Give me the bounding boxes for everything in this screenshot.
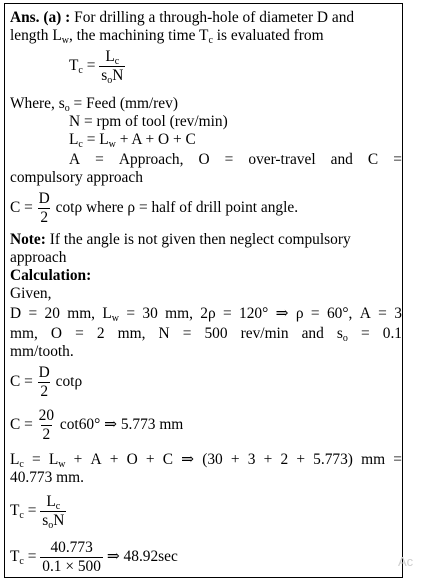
calculation-heading: Calculation: xyxy=(10,267,92,284)
formula-c-fraction xyxy=(37,190,52,227)
word: $s_o$ xyxy=(336,325,348,344)
word: mm xyxy=(361,451,386,468)
where-rpm: N = rpm of tool (rev/min) xyxy=(69,113,228,130)
word: mm, xyxy=(10,325,38,342)
step-tc-lhs: $T_c$ = xyxy=(10,502,37,522)
note-line-2: approach xyxy=(10,249,67,266)
step-tc-numerator: $L_c$ xyxy=(46,493,61,512)
word: D xyxy=(10,305,22,322)
word: A xyxy=(90,451,102,468)
word: over-travel xyxy=(248,151,316,168)
given-line-3: mm/tooth. xyxy=(10,343,74,360)
word: C xyxy=(162,451,174,468)
formula-c-text: cotρ where ρ = half of drill point angle. xyxy=(55,199,299,217)
word: mm, xyxy=(67,305,96,322)
given-line-1 xyxy=(10,305,402,323)
step-c-value-numerator: 20 xyxy=(38,407,55,424)
word: 20 xyxy=(44,305,60,322)
word: ⇒ xyxy=(181,451,195,468)
answer-label: Ans. (a) : xyxy=(10,9,71,26)
step-lc-line-2: 40.773 mm. xyxy=(10,469,84,486)
formula-c-lhs: C = xyxy=(10,199,33,217)
step-tc-denominator: $s_oN$ xyxy=(42,512,65,531)
word: C xyxy=(367,151,379,168)
word: and xyxy=(330,151,353,168)
word: A xyxy=(69,151,81,168)
word: ⇒ xyxy=(275,305,289,322)
word: = xyxy=(393,451,402,468)
word: 5.773) xyxy=(313,451,353,468)
word: = xyxy=(224,151,234,168)
where-lc: $L_c = L_w + A + O + C$ xyxy=(69,131,196,150)
step-c-value xyxy=(10,407,183,444)
note-label: Note: xyxy=(10,231,46,248)
word: + xyxy=(109,451,119,468)
word: 3 xyxy=(247,451,256,468)
word: + xyxy=(145,451,155,468)
word: (30 xyxy=(202,451,223,468)
word: Approach, xyxy=(118,151,184,168)
formula-c-numerator: D xyxy=(38,190,50,207)
step-c-value-text: cot60° ⇒ 5.773 mm xyxy=(59,416,184,434)
formula-tc-fraction xyxy=(99,48,125,85)
word: and xyxy=(301,325,324,342)
word: + xyxy=(296,451,306,468)
word: ρ xyxy=(295,305,304,322)
word: A xyxy=(359,305,371,322)
note-text: If the angle is not given then neglect compulsory xyxy=(49,231,351,248)
step-final-lhs: $T_c$ = xyxy=(10,548,37,568)
word: 60°, xyxy=(326,305,353,322)
word: 3 xyxy=(394,305,402,322)
step-final-numerator: 40.773 xyxy=(50,539,93,556)
step-final-denominator: 0.1 × 500 xyxy=(42,558,101,575)
step-c-general xyxy=(10,364,82,401)
word: 2 xyxy=(280,451,289,468)
step-c-general-numerator: D xyxy=(38,364,50,381)
where-approach-line xyxy=(69,151,402,169)
word: $L_w$ xyxy=(102,305,120,324)
step-c-value-lhs: C = xyxy=(10,416,33,434)
answer-intro-line-2: length $L_w$, the machining time $T_c$ is evaluated from xyxy=(10,27,324,46)
step-final-fraction xyxy=(40,539,103,576)
word: mm, xyxy=(165,305,193,322)
answer-intro-line-1 xyxy=(10,9,354,27)
formula-tc-lhs: $T_c$ = xyxy=(69,57,96,77)
word: $L_c$ xyxy=(10,451,24,470)
watermark: Ac xyxy=(398,554,414,569)
step-c-value-fraction xyxy=(37,407,56,444)
given-label: Given, xyxy=(10,285,52,302)
word: = xyxy=(310,305,320,322)
step-final-result: ⇒ 48.92sec xyxy=(106,548,178,566)
step-c-value-denominator: 2 xyxy=(42,426,51,443)
answer-box xyxy=(4,3,403,578)
step-final xyxy=(10,539,178,576)
word: 120° xyxy=(239,305,269,322)
word: = xyxy=(28,305,38,322)
formula-tc-numerator: $L_c$ xyxy=(105,48,120,67)
step-c-general-text: cotρ xyxy=(55,373,83,391)
word: 30 xyxy=(142,305,158,322)
word: = xyxy=(75,325,84,342)
word: = xyxy=(393,151,402,168)
word: = xyxy=(182,325,192,342)
word: N xyxy=(158,325,170,342)
formula-tc-denominator: $s_oN$ xyxy=(101,67,124,86)
word: = xyxy=(378,305,387,322)
where-compulsory: compulsory approach xyxy=(10,169,143,186)
step-c-general-lhs: C = xyxy=(10,373,33,391)
word: = xyxy=(360,325,370,342)
word: 2ρ xyxy=(200,305,216,322)
word: + xyxy=(73,451,83,468)
word: + xyxy=(230,451,240,468)
word: + xyxy=(263,451,273,468)
step-lc-line-1 xyxy=(10,451,402,469)
formula-c-denominator: 2 xyxy=(40,209,49,226)
given-line-2 xyxy=(10,325,402,343)
step-c-general-fraction xyxy=(37,364,52,401)
word: O xyxy=(50,325,62,342)
word: = xyxy=(223,305,232,322)
step-c-general-denominator: 2 xyxy=(40,383,49,400)
word: $L_w$ xyxy=(48,451,66,470)
word: 0.1 xyxy=(382,325,402,342)
formula-c xyxy=(10,190,298,227)
word: rev/min xyxy=(240,325,289,342)
word: = xyxy=(32,451,41,468)
word: 2 xyxy=(96,325,105,342)
word: mm, xyxy=(117,325,146,342)
answer-intro-text: For drilling a through-hole of diameter D and xyxy=(74,9,355,26)
note-line-1 xyxy=(10,231,351,249)
word: = xyxy=(126,305,136,322)
word: O xyxy=(126,451,138,468)
word: O xyxy=(198,151,210,168)
step-tc-formula xyxy=(10,493,66,530)
word: = xyxy=(95,151,104,168)
formula-tc xyxy=(69,48,125,85)
word: 500 xyxy=(204,325,228,342)
step-tc-fraction xyxy=(40,493,66,530)
where-feed: Where, $s_o$ = Feed (mm/rev) xyxy=(10,95,178,114)
